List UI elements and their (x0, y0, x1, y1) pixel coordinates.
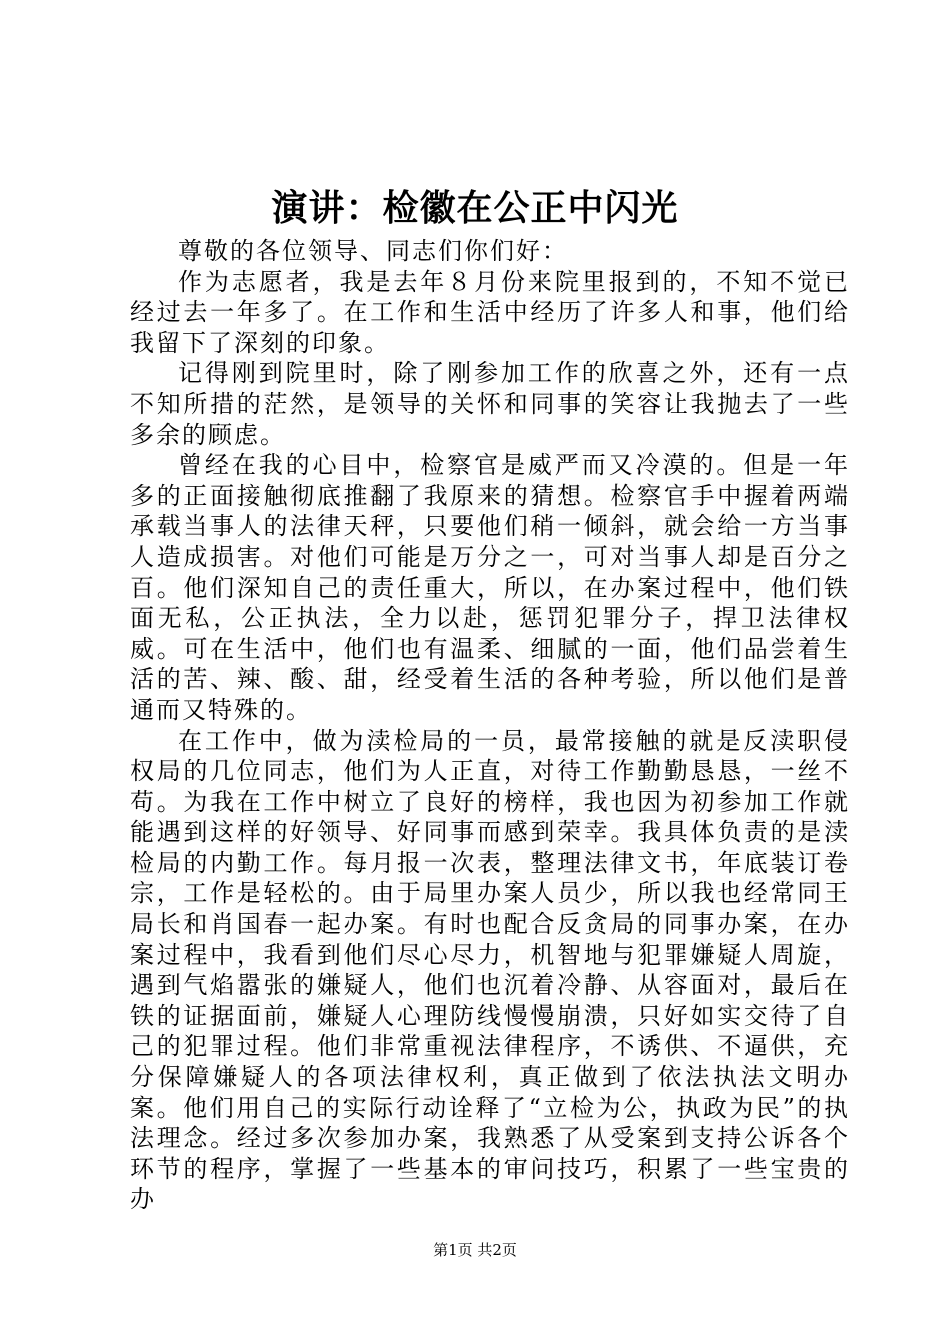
page-number-footer: 第1页 共2页 (433, 1241, 517, 1259)
paragraph-4: 在工作中，做为渎检局的一员，最常接触的就是反渎职侵权局的几位同志，他们为人正直，对待工作勤勤恳恳，一丝不苟。为我在工作中树立了良好的榜样，我也因为初参加工作就能遇到这样的好领导、好同事而感到荣幸。我具体负责的是渎检局的内勤工作。每月报一次表，整理法律文书，年底装订卷宗，工作是轻松的。由于局里办案人员少，所以我也经常同王局长和肖国春一起办案。有时也配合反贪局的同事办案，在办案过程中，我看到他们尽心尽力，机智地与犯罪嫌疑人周旋，遇到气焰嚣张的嫌疑人，他们也沉着冷静、从容面对，最后在铁的证据面前，嫌疑人心理防线慢慢崩溃，只好如实交待了自己的犯罪过程。他们非常重视法律程序，不诱供、不逼供，充分保障嫌疑人的各项法律权利，真正做到了依法执法文明办案。他们用自己的实际行动诠释了“立检为公，执政为民”的执法理念。经过多次参加办案，我熟悉了从受案到支持公诉各个环节的程序，掌握了一些基本的审问技巧，积累了一些宝贵的办 (130, 726, 850, 1214)
paragraph-3: 曾经在我的心目中，检察官是威严而又冷漠的。但是一年多的正面接触彻底推翻了我原来的猜想。检察官手中握着两端承载当事人的法律天秤，只要他们稍一倾斜，就会给一方当事人造成损害。对他们可能是万分之一，可对当事人却是百分之百。他们深知自己的责任重大，所以，在办案过程中，他们铁面无私，公正执法，全力以赴，惩罚犯罪分子，捍卫法律权威。可在生活中，他们也有温柔、细腻的一面，他们品尝着生活的苦、辣、酸、甜，经受着生活的各种考验，所以他们是普通而又特殊的。 (130, 451, 850, 724)
document-title: 演讲：检徽在公正中闪光 (271, 187, 679, 229)
document-body (130, 236, 850, 1215)
paragraph-2: 记得刚到院里时，除了刚参加工作的欣喜之外，还有一点不知所措的茫然，是领导的关怀和同事的笑容让我抛去了一些多余的顾虑。 (130, 359, 850, 449)
paragraph-greeting: 尊敬的各位领导、同志们你们好： (178, 237, 568, 265)
paragraph-1: 作为志愿者，我是去年８月份来院里报到的，不知不觉已经过去一年多了。在工作和生活中经历了许多人和事，他们给我留下了深刻的印象。 (130, 267, 850, 357)
